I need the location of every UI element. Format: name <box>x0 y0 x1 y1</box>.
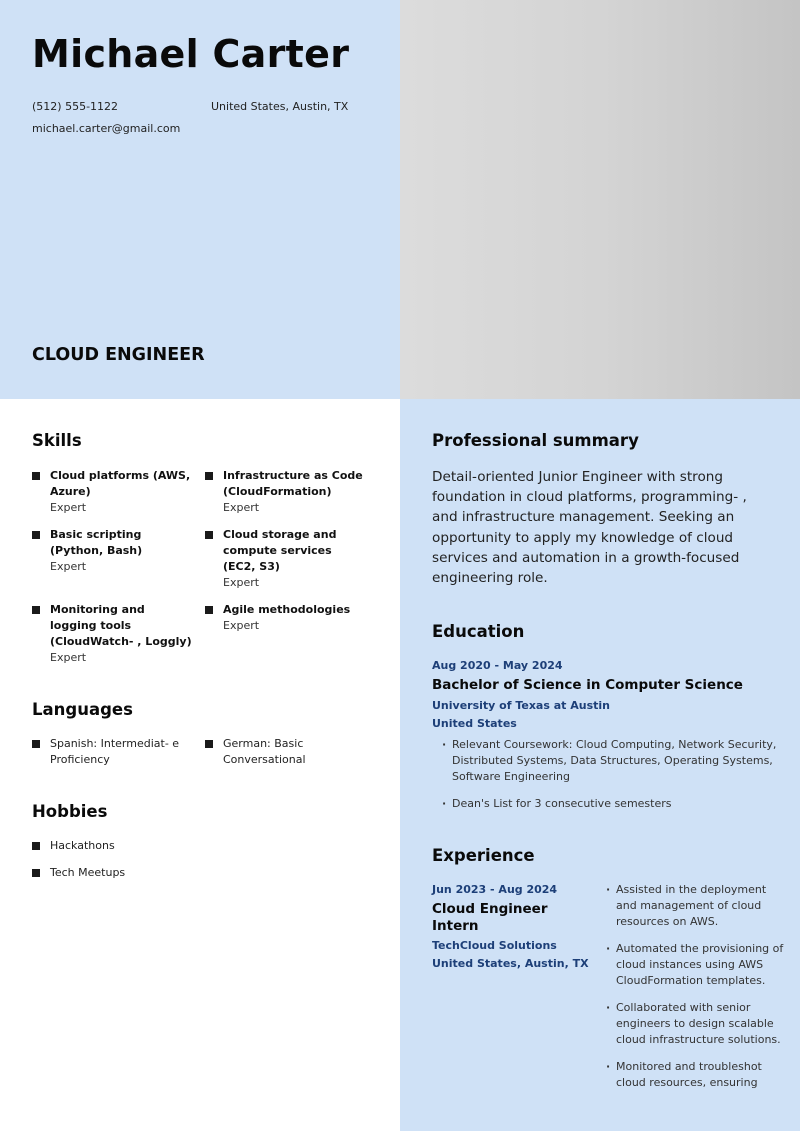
experience-role: Cloud Engineer Intern <box>432 901 548 934</box>
profile-photo-placeholder <box>400 0 800 399</box>
candidate-name: Michael Carter <box>32 32 350 76</box>
hobby-text: Hackathons <box>50 839 115 852</box>
bullet-square-icon <box>32 531 40 539</box>
skill-item <box>205 527 365 591</box>
skill-level: Expert <box>223 619 260 632</box>
skill-level: Expert <box>223 501 260 514</box>
education-country: United States <box>432 717 517 730</box>
skill-item <box>32 602 192 666</box>
job-title: CLOUD ENGINEER <box>32 345 205 365</box>
skills-heading: Skills <box>32 431 82 450</box>
experience-bullets <box>606 882 784 1102</box>
skill-name: Infrastructure as Code (CloudFormation) <box>223 469 363 498</box>
experience-bullet: · Assisted in the deployment and management of cloud resources on AWS. <box>606 882 784 930</box>
hobby-text: Tech Meetups <box>50 866 126 879</box>
education-degree: Bachelor of Science in Computer Science <box>432 677 743 693</box>
bullet-square-icon <box>205 740 213 748</box>
bullet-square-icon <box>32 842 40 850</box>
languages-heading: Languages <box>32 700 133 719</box>
language-item <box>205 736 325 768</box>
skill-level: Expert <box>50 651 87 664</box>
education-heading: Education <box>432 622 525 641</box>
education-bullets <box>442 737 777 823</box>
language-text: Spanish: Intermediat- e Proficiency <box>50 737 180 766</box>
skill-name: Cloud storage and compute services (EC2, S3) <box>223 528 337 573</box>
skill-level: Expert <box>50 501 87 514</box>
experience-location: United States, Austin, TX <box>432 957 589 970</box>
education-school: University of Texas at Austin <box>432 699 610 712</box>
skill-level: Expert <box>223 576 260 589</box>
email-address: michael.carter@gmail.com <box>32 122 181 135</box>
experience-bullet: · Collaborated with senior engineers to design scalable cloud infrastructure solutions. <box>606 1000 784 1048</box>
skill-item <box>32 527 192 575</box>
experience-date: Jun 2023 - Aug 2024 <box>432 883 558 896</box>
bullet-square-icon <box>205 606 213 614</box>
skill-name: Cloud platforms (AWS, Azure) <box>50 469 191 498</box>
skill-name: Agile methodologies <box>223 603 351 616</box>
skill-level: Expert <box>50 560 87 573</box>
skill-item <box>205 602 365 634</box>
language-text: German: Basic Conversational <box>223 737 306 766</box>
bullet-square-icon <box>32 740 40 748</box>
skill-name: Basic scripting (Python, Bash) <box>50 528 143 557</box>
location: United States, Austin, TX <box>211 100 349 113</box>
skill-item <box>205 468 365 516</box>
bullet-square-icon <box>205 472 213 480</box>
education-date: Aug 2020 - May 2024 <box>432 659 563 672</box>
language-item <box>32 736 182 768</box>
bullet-square-icon <box>32 472 40 480</box>
bullet-square-icon <box>205 531 213 539</box>
education-bullet: · Relevant Coursework: Cloud Computing, Network Security, Distributed Systems, Data Structures, Operating Systems, Software Engineering <box>442 737 777 785</box>
education-bullet: · Dean's List for 3 consecutive semesters <box>442 796 777 812</box>
hobby-item <box>32 838 192 854</box>
hobby-item <box>32 865 192 881</box>
skill-name: Monitoring and logging tools (CloudWatch- , Loggly) <box>50 603 192 648</box>
skill-item <box>32 468 192 516</box>
summary-heading: Professional summary <box>432 431 639 450</box>
hobbies-heading: Hobbies <box>32 802 108 821</box>
experience-bullet: · Monitored and troubleshot cloud resources, ensuring <box>606 1059 784 1091</box>
phone-number: (512) 555-1122 <box>32 100 119 113</box>
bullet-square-icon <box>32 606 40 614</box>
experience-company: TechCloud Solutions <box>432 939 557 952</box>
bullet-square-icon <box>32 869 40 877</box>
experience-bullet: · Automated the provisioning of cloud instances using AWS CloudFormation templates. <box>606 941 784 989</box>
experience-heading: Experience <box>432 846 535 865</box>
summary-text: Detail-oriented Junior Engineer with strong foundation in cloud platforms, programming- , and infrastructure management. Seeking an opportunity to apply my knowledge of cloud services and automation in a growth-focused engineering role. <box>432 469 747 587</box>
